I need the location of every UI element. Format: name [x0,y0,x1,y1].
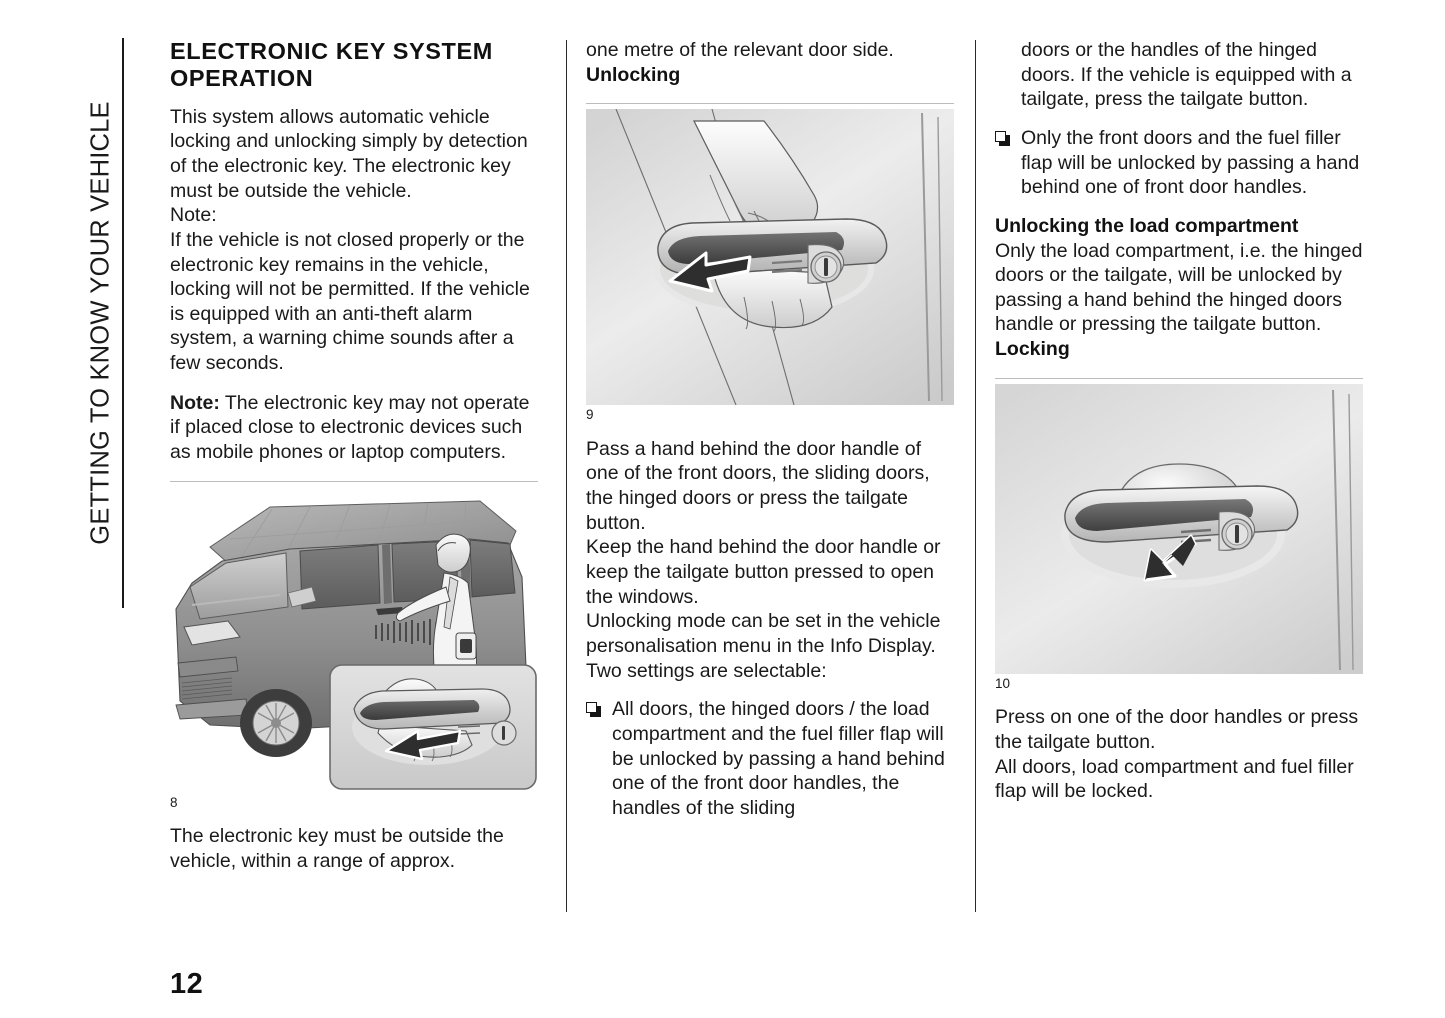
figure-9 [586,103,954,422]
paragraph-continuation: one metre of the relevant door side. [586,39,894,61]
figure-10-caption: 10 [995,675,1011,691]
figure-10-image [995,384,1363,674]
press-handle-illustration [995,384,1363,674]
cube-bullet-icon [586,702,601,717]
chapter-label: GETTING TO KNOW YOUR VEHICLE [86,101,115,545]
hand-behind-handle-illustration [586,109,954,405]
text-column-3 [995,38,1363,804]
paragraph-pass-hand: Pass a hand behind the door handle of one of the front doors, the sliding doors, the hinged doors or press the tailgate button. [586,437,930,534]
note2-label: Note: [170,391,220,414]
section-heading: ELECTRONIC KEY SYSTEM OPERATION [170,38,493,91]
paragraph-keep-hand: Keep the hand behind the door handle or keep the tailgate button pressed to open the windows. [586,536,941,608]
figure-9-image [586,109,954,405]
note2-text: The electronic key may not operate if placed close to electronic devices such as mobile phones or laptop computers. [170,391,530,464]
list-item-text: All doors, the hinged doors / the load compartment and the fuel filler flap will be unlocked by passing a hand behind one of the front door handles, the handles of the sliding [612,698,945,819]
paragraph-unlocking-mode: Unlocking mode can be set in the vehicle personalisation menu in the Info Display. Two settings are selectable: [586,610,941,682]
unlocking-settings-list-continued [995,126,1363,200]
unlocking-settings-list [586,697,954,820]
figure-rule [586,103,954,104]
figure-8-image [170,487,538,793]
list-item [586,697,954,820]
list-item [995,126,1363,200]
figure-8-caption: 8 [170,794,178,810]
bullet-continuation-text: doors or the handles of the hinged doors. If the vehicle is equipped with a tailgate, press the tailgate button. [1021,39,1352,111]
column-divider-2 [975,40,976,912]
figure-8-inset [330,665,536,789]
column-divider-1 [566,40,567,912]
page-number: 12 [170,968,204,1000]
heading-unlocking-load-compartment: Unlocking the load compartment [995,214,1299,237]
van-illustration [170,487,538,793]
front-wheel [240,689,312,757]
paragraph-load-compartment: Only the load compartment, i.e. the hinged doors or the tailgate, will be unlocked by passing a hand behind the hinged doors handle or pressing the tailgate button. [995,239,1363,336]
paragraph-note2 [170,391,538,465]
figure-rule [170,481,538,482]
paragraph-all-locked: All doors, load compartment and fuel filler flap will be locked. [995,755,1354,803]
figure-9-caption: 9 [586,407,594,423]
figure-10 [995,378,1363,691]
chapter-side-tab [78,38,124,608]
heading-locking: Locking [995,338,1070,361]
paragraph-intro: This system allows automatic vehicle locking and unlocking simply by detection of the electronic key. The electronic key must be outside the vehicle. [170,105,528,202]
text-column-2 [586,38,954,821]
list-item-text: Only the front doors and the fuel filler flap will be unlocked by passing a hand behind one of front door handles. [1021,126,1360,199]
figure-rule [995,378,1363,379]
paragraph-press-handle: Press on one of the door handles or press the tailgate button. [995,706,1359,753]
paragraph-note-body: If the vehicle is not closed properly or the electronic key remains in the vehicle, locking will not be permitted. If the vehicle is equipped with an anti-theft alarm system, a warning chime sounds after a few seconds. [170,228,530,375]
paragraph-range: The electronic key must be outside the vehicle, within a range of approx. [170,825,504,872]
cube-bullet-icon [995,131,1010,146]
note-label: Note: [170,204,217,227]
chapter-tab-rule [122,38,124,608]
figure-8 [170,481,538,810]
heading-unlocking: Unlocking [586,63,681,86]
text-column-1 [170,38,538,874]
